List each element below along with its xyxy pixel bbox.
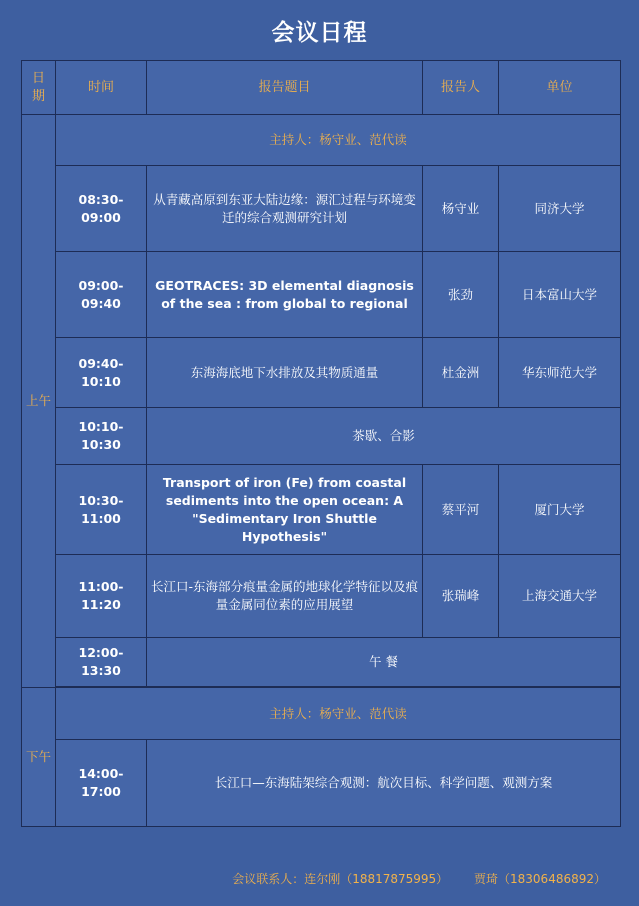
header-topic: 报告题目: [147, 61, 423, 115]
schedule-table: [21, 60, 621, 827]
contact-secondary: 贾琦（18306486892）: [474, 872, 606, 886]
header-affiliation: 单位: [499, 61, 621, 115]
break-row: [22, 408, 621, 465]
afternoon-date-cell: 下午: [22, 688, 56, 827]
break-time: 10:10-10:30: [56, 408, 147, 465]
row-topic: 长江口-东海部分痕量金属的地球化学特征以及痕量金属同位素的应用展望: [147, 555, 423, 638]
row-speaker: 张劲: [423, 252, 499, 338]
header-time: 时间: [56, 61, 147, 115]
afternoon-host: 主持人：杨守业、范代读: [56, 688, 621, 740]
header-speaker: 报告人: [423, 61, 499, 115]
row-speaker: 杜金洲: [423, 338, 499, 408]
row-speaker: 蔡平河: [423, 465, 499, 555]
row-topic: 东海海底地下水排放及其物质通量: [147, 338, 423, 408]
row-affiliation: 厦门大学: [499, 465, 621, 555]
table-row: [22, 465, 621, 555]
row-affiliation: 日本富山大学: [499, 252, 621, 338]
morning-host-row: [22, 115, 621, 166]
row-time: 11:00-11:20: [56, 555, 147, 638]
row-time: 09:00-09:40: [56, 252, 147, 338]
row-topic: Transport of iron (Fe) from coastal sediments into the open ocean: A "Sedimentary Iron Shuttle Hypothesis": [147, 465, 423, 555]
row-affiliation: 上海交通大学: [499, 555, 621, 638]
contact-primary: 会议联系人：连尔刚（18817875995）: [232, 872, 449, 886]
contact-footer: [0, 870, 606, 887]
session-time: 14:00-17:00: [56, 740, 147, 827]
header-date: 日期: [22, 61, 56, 115]
row-time: 09:40-10:10: [56, 338, 147, 408]
table-row: [22, 166, 621, 252]
lunch-label: 午 餐: [147, 638, 621, 687]
row-affiliation: 同济大学: [499, 166, 621, 252]
afternoon-session-row: [22, 740, 621, 827]
row-topic: GEOTRACES: 3D elemental diagnosis of the sea : from global to regional: [147, 252, 423, 338]
break-label: 茶歇、合影: [147, 408, 621, 465]
row-speaker: 杨守业: [423, 166, 499, 252]
afternoon-host-row: [22, 688, 621, 740]
table-row: [22, 252, 621, 338]
session-label: 长江口—东海陆架综合观测：航次目标、科学问题、观测方案: [147, 740, 621, 827]
table-header-row: [22, 61, 621, 115]
lunch-time: 12:00-13:30: [56, 638, 147, 687]
row-time: 08:30-09:00: [56, 166, 147, 252]
row-speaker: 张瑞峰: [423, 555, 499, 638]
page-title: 会议日程: [271, 20, 368, 46]
table-row: [22, 555, 621, 638]
lunch-row: [22, 638, 621, 687]
row-time: 10:30-11:00: [56, 465, 147, 555]
morning-host: 主持人：杨守业、范代读: [56, 115, 621, 166]
morning-date-cell: 上午: [22, 115, 56, 688]
row-topic: 从青藏高原到东亚大陆边缘：源汇过程与环境变迁的综合观测研究计划: [147, 166, 423, 252]
table-row: [22, 338, 621, 408]
row-affiliation: 华东师范大学: [499, 338, 621, 408]
